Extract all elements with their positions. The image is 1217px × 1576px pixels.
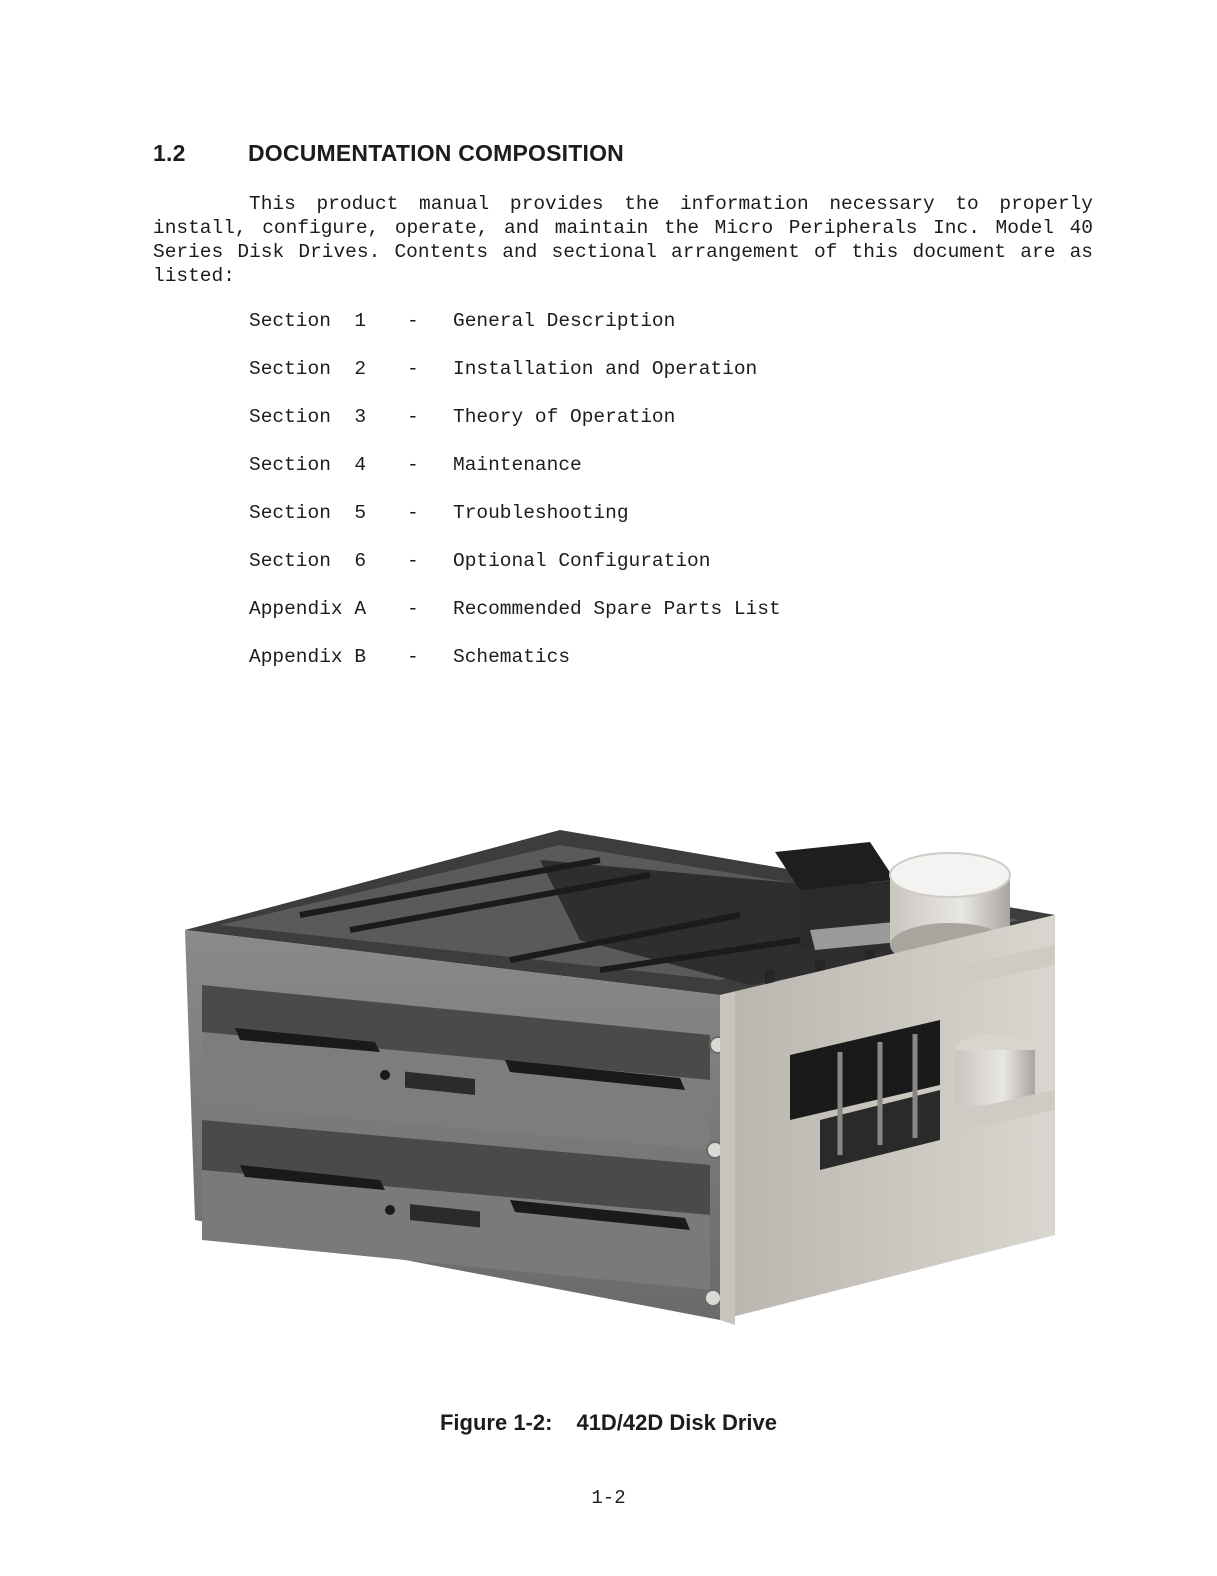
contents-item-label: Section 4 (249, 454, 367, 476)
contents-item-dash: - (407, 310, 419, 332)
section-title: DOCUMENTATION COMPOSITION (248, 140, 624, 166)
contents-item-description: Theory of Operation (453, 406, 676, 428)
contents-item-label: Appendix B (249, 646, 367, 668)
contents-item-dash: - (407, 646, 419, 668)
contents-item-description: Troubleshooting (453, 502, 629, 524)
figure-caption-text: 41D/42D Disk Drive (576, 1410, 778, 1435)
contents-item-dash: - (407, 454, 419, 476)
contents-item-dash: - (407, 550, 419, 572)
contents-item-dash: - (407, 598, 419, 620)
contents-item-dash: - (407, 502, 419, 524)
contents-item-label: Section 2 (249, 358, 367, 380)
figure-label: Figure 1-2: (439, 1410, 553, 1435)
section-number: 1.2 (153, 140, 186, 166)
contents-item-description: Optional Configuration (453, 550, 711, 572)
disk-drive-photo (180, 820, 1060, 1340)
contents-item-label: Appendix A (249, 598, 367, 620)
intro-paragraph: This product manual provides the information necessary to properly install, configure, operate, and maintain the Micro Peripherals Inc. Model 40 Series Disk Drives. Contents and sectional arrangement of this document are as listed: (153, 193, 1093, 287)
contents-item-dash: - (407, 358, 419, 380)
contents-item-description: Maintenance (453, 454, 582, 476)
figure-caption (0, 1410, 1217, 1436)
page-number: 1-2 (591, 1487, 626, 1509)
contents-item-description: Schematics (453, 646, 571, 668)
contents-item-label: Section 1 (249, 310, 367, 332)
contents-item-label: Section 5 (249, 502, 367, 524)
contents-item-dash: - (407, 406, 419, 428)
contents-item-description: General Description (453, 310, 676, 332)
contents-item-description: Recommended Spare Parts List (453, 598, 781, 620)
contents-item-label: Section 3 (249, 406, 367, 428)
contents-item-description: Installation and Operation (453, 358, 758, 380)
contents-item-label: Section 6 (249, 550, 367, 572)
